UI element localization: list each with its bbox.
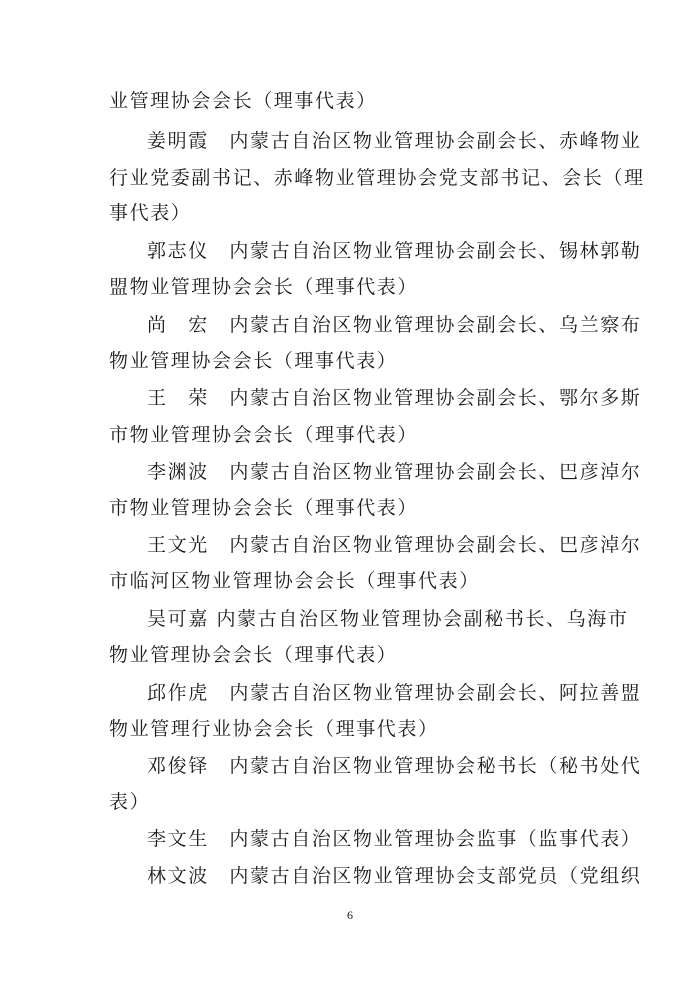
text-line: 事代表） [109,202,192,224]
text-line: 王文光 内蒙古自治区物业管理协会副会长、巴彦淖尔 [147,534,642,556]
text-line: 王 荣 内蒙古自治区物业管理协会副会长、鄂尔多斯 [147,387,642,409]
text-line: 物业管理协会会长（理事代表） [109,644,398,666]
text-line: 物业管理协会会长（理事代表） [109,350,398,372]
text-line: 姜明霞 内蒙古自治区物业管理协会副会长、赤峰物业 [147,130,642,152]
text-line: 盟物业管理协会会长（理事代表） [109,276,419,298]
text-line: 邓俊铎 内蒙古自治区物业管理协会秘书长（秘书处代 [147,755,642,777]
page-number: 6 [347,908,353,922]
text-line: 郭志仪 内蒙古自治区物业管理协会副会长、锡林郭勒 [147,240,642,262]
text-line: 李渊波 内蒙古自治区物业管理协会副会长、巴彦淖尔 [147,461,642,483]
text-line: 邱作虎 内蒙古自治区物业管理协会副会长、阿拉善盟 [147,682,642,704]
text-line: 业管理协会会长（理事代表） [109,90,377,112]
text-line: 市物业管理协会会长（理事代表） [109,424,419,446]
text-line: 市临河区物业管理协会会长（理事代表） [109,570,480,592]
text-line: 物业管理行业协会会长（理事代表） [109,718,439,740]
text-line: 尚 宏 内蒙古自治区物业管理协会副会长、乌兰察布 [147,314,642,336]
text-line: 吴可嘉 内蒙古自治区物业管理协会副秘书长、乌海市 [147,608,629,630]
text-line: 李文生 内蒙古自治区物业管理协会监事（监事代表） [147,828,642,850]
text-line: 表） [109,791,151,813]
text-line: 市物业管理协会会长（理事代表） [109,497,419,519]
text-line: 林文波 内蒙古自治区物业管理协会支部党员（党组织 [147,865,642,887]
text-line: 行业党委副书记、赤峰物业管理协会党支部书记、会长（理 [109,167,645,189]
